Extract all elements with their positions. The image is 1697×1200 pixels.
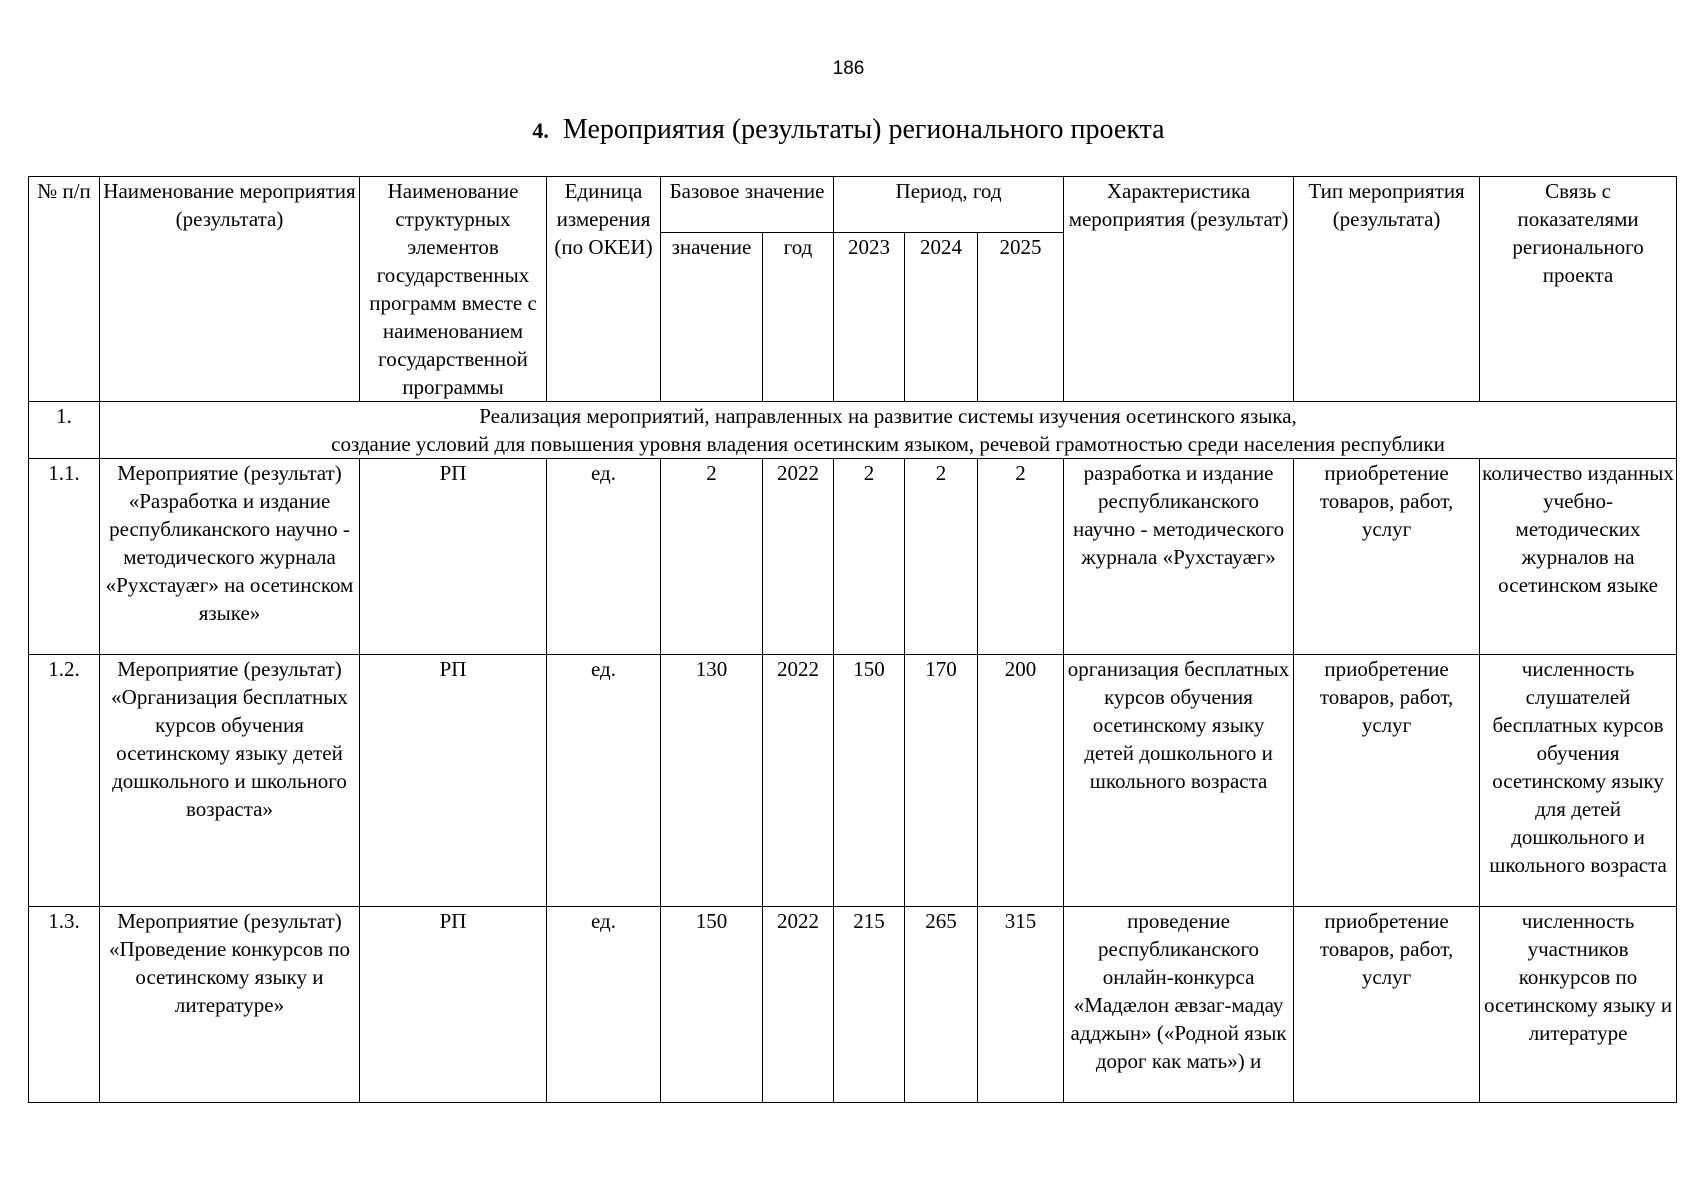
table-row — [29, 655, 1677, 907]
header-characteristic: Характеристика мероприятия (результат) — [1064, 177, 1294, 402]
row-value-2023: 150 — [834, 655, 905, 907]
row-structural: РП — [360, 459, 547, 655]
row-link: численность слушателей бесплатных курсов обучения осетинскому языку для детей дошкольного и школьного возраста — [1480, 655, 1677, 907]
row-value-2025: 315 — [978, 907, 1064, 1103]
header-period: Период, год — [834, 177, 1064, 233]
group-title — [100, 402, 1677, 459]
row-value-2024: 2 — [905, 459, 978, 655]
section-number: 4. — [532, 118, 549, 143]
section-title: Мероприятия (результаты) регионального проекта — [562, 114, 1165, 145]
row-num: 1.2. — [29, 655, 100, 907]
table-row — [29, 459, 1677, 655]
row-structural: РП — [360, 907, 547, 1103]
header-unit: Единица измерения (по ОКЕИ) — [547, 177, 661, 402]
row-name: Мероприятие (результат) «Проведение конкурсов по осетинскому языку и литературе» — [100, 907, 360, 1103]
group-num: 1. — [29, 402, 100, 459]
header-base-year: год — [763, 233, 834, 402]
row-name: Мероприятие (результат) «Разработка и издание республиканского научно - методического журнала «Рухстауæг» на осетинском языке» — [100, 459, 360, 655]
row-base-year: 2022 — [763, 907, 834, 1103]
row-base-value: 2 — [661, 459, 763, 655]
row-value-2025: 2 — [978, 459, 1064, 655]
row-type: приобретение товаров, работ, услуг — [1294, 907, 1480, 1103]
row-characteristic: проведение республиканского онлайн-конкурса «Мадæлон æвзаг-мадау адджын» («Родной язык дорог как мать») и — [1064, 907, 1294, 1103]
header-base-value: значение — [661, 233, 763, 402]
header-year-2025: 2025 — [978, 233, 1064, 402]
section-heading — [0, 114, 1697, 146]
row-base-value: 150 — [661, 907, 763, 1103]
group-title-line-1: Реализация мероприятий, направленных на развитие системы изучения осетинского языка, — [479, 404, 1297, 428]
header-row — [29, 177, 1677, 233]
row-num: 1.1. — [29, 459, 100, 655]
group-row — [29, 402, 1677, 459]
events-table — [28, 176, 1677, 1103]
header-type: Тип мероприятия (результата) — [1294, 177, 1480, 402]
row-value-2024: 170 — [905, 655, 978, 907]
row-unit: ед. — [547, 655, 661, 907]
row-base-value: 130 — [661, 655, 763, 907]
row-unit: ед. — [547, 459, 661, 655]
group-title-line-2: создание условий для повышения уровня владения осетинским языком, речевой грамотностью среди населения республики — [331, 432, 1445, 456]
header-base: Базовое значение — [661, 177, 834, 233]
page-number: 186 — [832, 58, 865, 79]
row-characteristic: разработка и издание республиканского научно - методического журнала «Рухстауæг» — [1064, 459, 1294, 655]
row-base-year: 2022 — [763, 655, 834, 907]
row-link: численность участников конкурсов по осетинскому языку и литературе — [1480, 907, 1677, 1103]
row-type: приобретение товаров, работ, услуг — [1294, 459, 1480, 655]
row-structural: РП — [360, 655, 547, 907]
row-num: 1.3. — [29, 907, 100, 1103]
header-structural: Наименование структурных элементов государственных программ вместе с наименованием государственной программы — [360, 177, 547, 402]
row-value-2023: 215 — [834, 907, 905, 1103]
row-value-2025: 200 — [978, 655, 1064, 907]
row-unit: ед. — [547, 907, 661, 1103]
table-row — [29, 907, 1677, 1103]
header-name: Наименование мероприятия (результата) — [100, 177, 360, 402]
row-value-2024: 265 — [905, 907, 978, 1103]
row-value-2023: 2 — [834, 459, 905, 655]
row-name: Мероприятие (результат) «Организация бесплатных курсов обучения осетинскому языку детей дошкольного и школьного возраста» — [100, 655, 360, 907]
header-year-2024: 2024 — [905, 233, 978, 402]
header-year-2023: 2023 — [834, 233, 905, 402]
header-link: Связь с показателями регионального проекта — [1480, 177, 1677, 402]
row-base-year: 2022 — [763, 459, 834, 655]
row-characteristic: организация бесплатных курсов обучения осетинскому языку детей дошкольного и школьного возраста — [1064, 655, 1294, 907]
row-link: количество изданных учебно-методических журналов на осетинском языке — [1480, 459, 1677, 655]
header-num: № п/п — [29, 177, 100, 402]
row-type: приобретение товаров, работ, услуг — [1294, 655, 1480, 907]
